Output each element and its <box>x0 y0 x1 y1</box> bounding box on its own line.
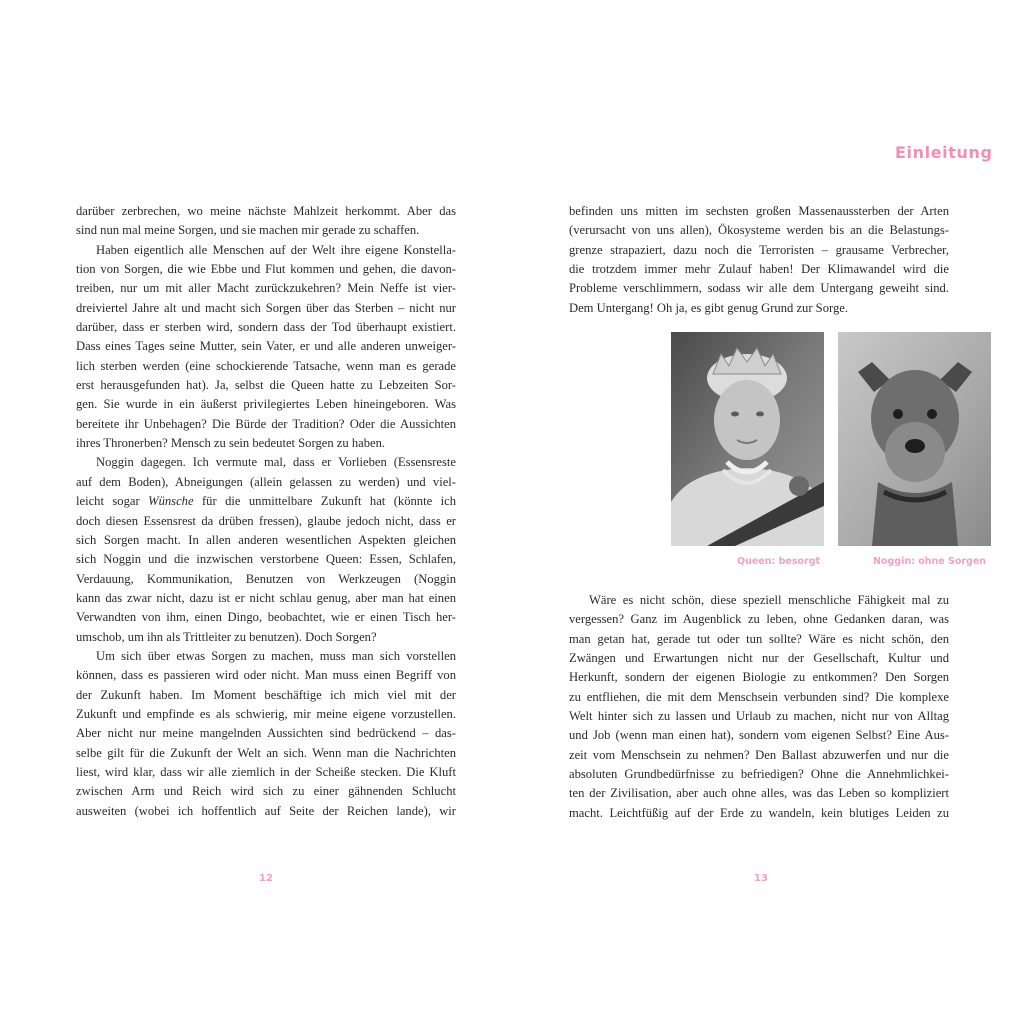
text-line: umschob, um ihn als Trittleiter zu benutzen). Doch Sorgen? <box>76 629 377 644</box>
queen-photo <box>671 332 824 546</box>
text-line: darüber zerbrechen, wo meine nächste Mahlzeit herkommt. Aber das <box>76 204 456 218</box>
text-line: macht. Leichtfüßig auf der Erde zu wandeln, kein blutiges Leiden zu <box>569 805 949 820</box>
text-line: sind nun mal meine Sorgen, und sie machen mir gerade zu schaffen. <box>76 223 420 238</box>
text-line: sich Sorgen macht. In allen anderen wesentlichen Aspekten gleichen <box>76 532 456 547</box>
text-line: Welt hinter sich zu lassen und Urlaub zu machen, nicht nur von Alltag <box>569 709 949 724</box>
right-page-text-bottom <box>569 591 949 823</box>
text-line: vergessen? Ganz im Augenblick zu leben, ohne Gedanken daran, was <box>569 612 949 627</box>
text-line <box>76 492 456 511</box>
text-line: man getan hat, gerade tut oder tun sollte? Wäre es nicht schön, den <box>569 631 949 646</box>
dog-caption: Noggin: ohne Sorgen <box>873 556 987 567</box>
queen-portrait-image <box>671 332 824 546</box>
text-line: Noggin dagegen. Ich vermute mal, dass er Vorlieben (Essensreste <box>96 455 456 470</box>
text-line: sich Noggin und die inzwischen verstorbene Queen: Essen, Schlafen, <box>76 552 456 567</box>
page-number: 13 <box>754 873 768 884</box>
text-line: Aber nicht nur meine mangelnden Aussichten sind bedrückend – das- <box>76 726 456 741</box>
text-line: auf dem Boden), Abneigungen (allein gelassen zu werden) und viel- <box>76 474 456 489</box>
left-page-text <box>76 202 456 821</box>
right-page <box>512 0 1024 1024</box>
text-line: ihres Thronerben? Mensch zu sein bedeutet Sorgen zu haben. <box>76 436 386 451</box>
text-line: zwischen Arm und Reich wird sich zu einer gähnenden Schlucht <box>76 784 456 799</box>
noggin-dog-image <box>838 332 991 546</box>
text-line: und Job (wenn man einen hat), sondern vom eigenen Selbst? Eine Aus- <box>569 728 949 743</box>
text-line: Verdauung, Kommunikation, Benutzen von Werkzeugen (Noggin <box>76 571 456 586</box>
text-line: erst herausgefunden hat). Ja, selbst die Queen hatte zu Lebzeiten Sor- <box>76 378 456 393</box>
text-line: die trotzdem immer mehr Zulauf haben! Der Klimawandel wird die <box>569 262 949 277</box>
text-line: Herkunft, sondern der eigenen Biologie zu entkommen? Den Sorgen <box>569 670 949 685</box>
text-line: Wäre es nicht schön, diese speziell menschliche Fähigkeit mal zu <box>589 593 949 607</box>
dog-photo <box>838 332 991 546</box>
text-line: zu entfliehen, die mit dem Menschsein verbunden sind? Die komplexe <box>569 689 949 704</box>
text-line: Probleme verschlimmern, sodass wir alle dem Untergang geweiht sind. <box>569 281 949 296</box>
text-fragment: für die unmittelbare Zukunft hat (könnte ich <box>193 494 456 509</box>
queen-caption: Queen: besorgt <box>737 556 821 567</box>
text-line: Zwängen und Erwartungen nicht nur der Gesellschaft, Kultur und <box>569 651 949 666</box>
text-line: können, dass es passieren wird oder nicht. Man muss einen Begriff von <box>76 668 456 683</box>
page-number: 12 <box>259 873 273 884</box>
text-line: doch diesen Essensrest da drüben fressen), glaube jedoch nicht, dass er <box>76 513 456 528</box>
text-line: zeit vom Menschsein zu nehmen? Den Ballast abzuwerfen und nur die <box>569 747 949 762</box>
text-line: bereitete ihr Unbehagen? Die Bürde der Tradition? Oder die Aussichten <box>76 416 456 431</box>
text-line: liest, wird klar, dass wir alle ziemlich in der Scheiße stecken. Die Kluft <box>76 764 456 779</box>
text-fragment: leicht sogar <box>76 494 149 509</box>
text-line: Haben eigentlich alle Menschen auf der Welt ihre eigene Konstella- <box>96 242 456 257</box>
text-line: tion von Sorgen, die wie Ebbe und Flut kommen und gehen, die davon- <box>76 262 456 277</box>
text-line: treiben, nur um mit aller Macht zurückzukehren? Mein Neffe ist vier- <box>76 281 456 296</box>
text-line: gen. Sie wurde in ein äußerst privilegiertes Leben hineingeboren. Was <box>76 397 456 412</box>
text-line: Um sich über etwas Sorgen zu machen, muss man sich vorstellen <box>96 648 456 663</box>
text-line: grenze strapaziert, dazu noch die Terroristen – grausame Verbrecher, <box>569 242 949 257</box>
emphasis-text: Wünsche <box>148 494 194 509</box>
text-line: befinden uns mitten im sechsten großen Massenaussterben der Arten <box>569 204 949 218</box>
text-line: kann das zwar nicht, dazu ist er nicht schlau genug, aber man hat einen <box>76 590 456 605</box>
text-line: der Zukunft haben. Im Moment beschäftige ich mich viel mit der <box>76 687 456 702</box>
text-line: darüber, dass er sterben wird, sondern dass der Tod überhaupt existiert. <box>76 320 456 335</box>
text-line: ausweiten (wobei ich hoffentlich auf Seite der Reichen lande), wir <box>76 803 456 818</box>
text-line: Dem Untergang! Oh ja, es gibt genug Grund zur Sorge. <box>569 300 848 315</box>
text-line: ten der Zivilisation, aber auch ohne alles, was das Leben so kompliziert <box>569 786 949 801</box>
text-line: Zukunft und empfinde es als schwierig, mir meine eigene vorzustellen. <box>76 706 456 721</box>
text-line: absoluten Grundbedürfnisse zu befriedigen? Ohne die Annehmlichkei- <box>569 767 949 782</box>
chapter-title: Einleitung <box>895 143 993 162</box>
text-line: (verursacht von uns allen), Ökosysteme werden bis an die Belastungs- <box>569 223 949 238</box>
text-line: Dass eines Tages seine Mutter, sein Vater, er und alle anderen unweiger- <box>76 339 456 354</box>
right-page-text-top <box>569 202 949 318</box>
text-line: lich sterben werden (eine schockierende Tatsache, wenn man es gerade <box>76 358 456 373</box>
text-line: dreiviertel Jahre alt und macht sich Sorgen über das Sterben – nicht nur <box>76 300 456 315</box>
text-line: selbe gilt für die Zukunft der Welt an sich. Wenn man die Nachrichten <box>76 745 456 760</box>
text-line: Verwandten von ihm, einen Dingo, beobachtet, wie er einen Tisch her- <box>76 610 456 625</box>
